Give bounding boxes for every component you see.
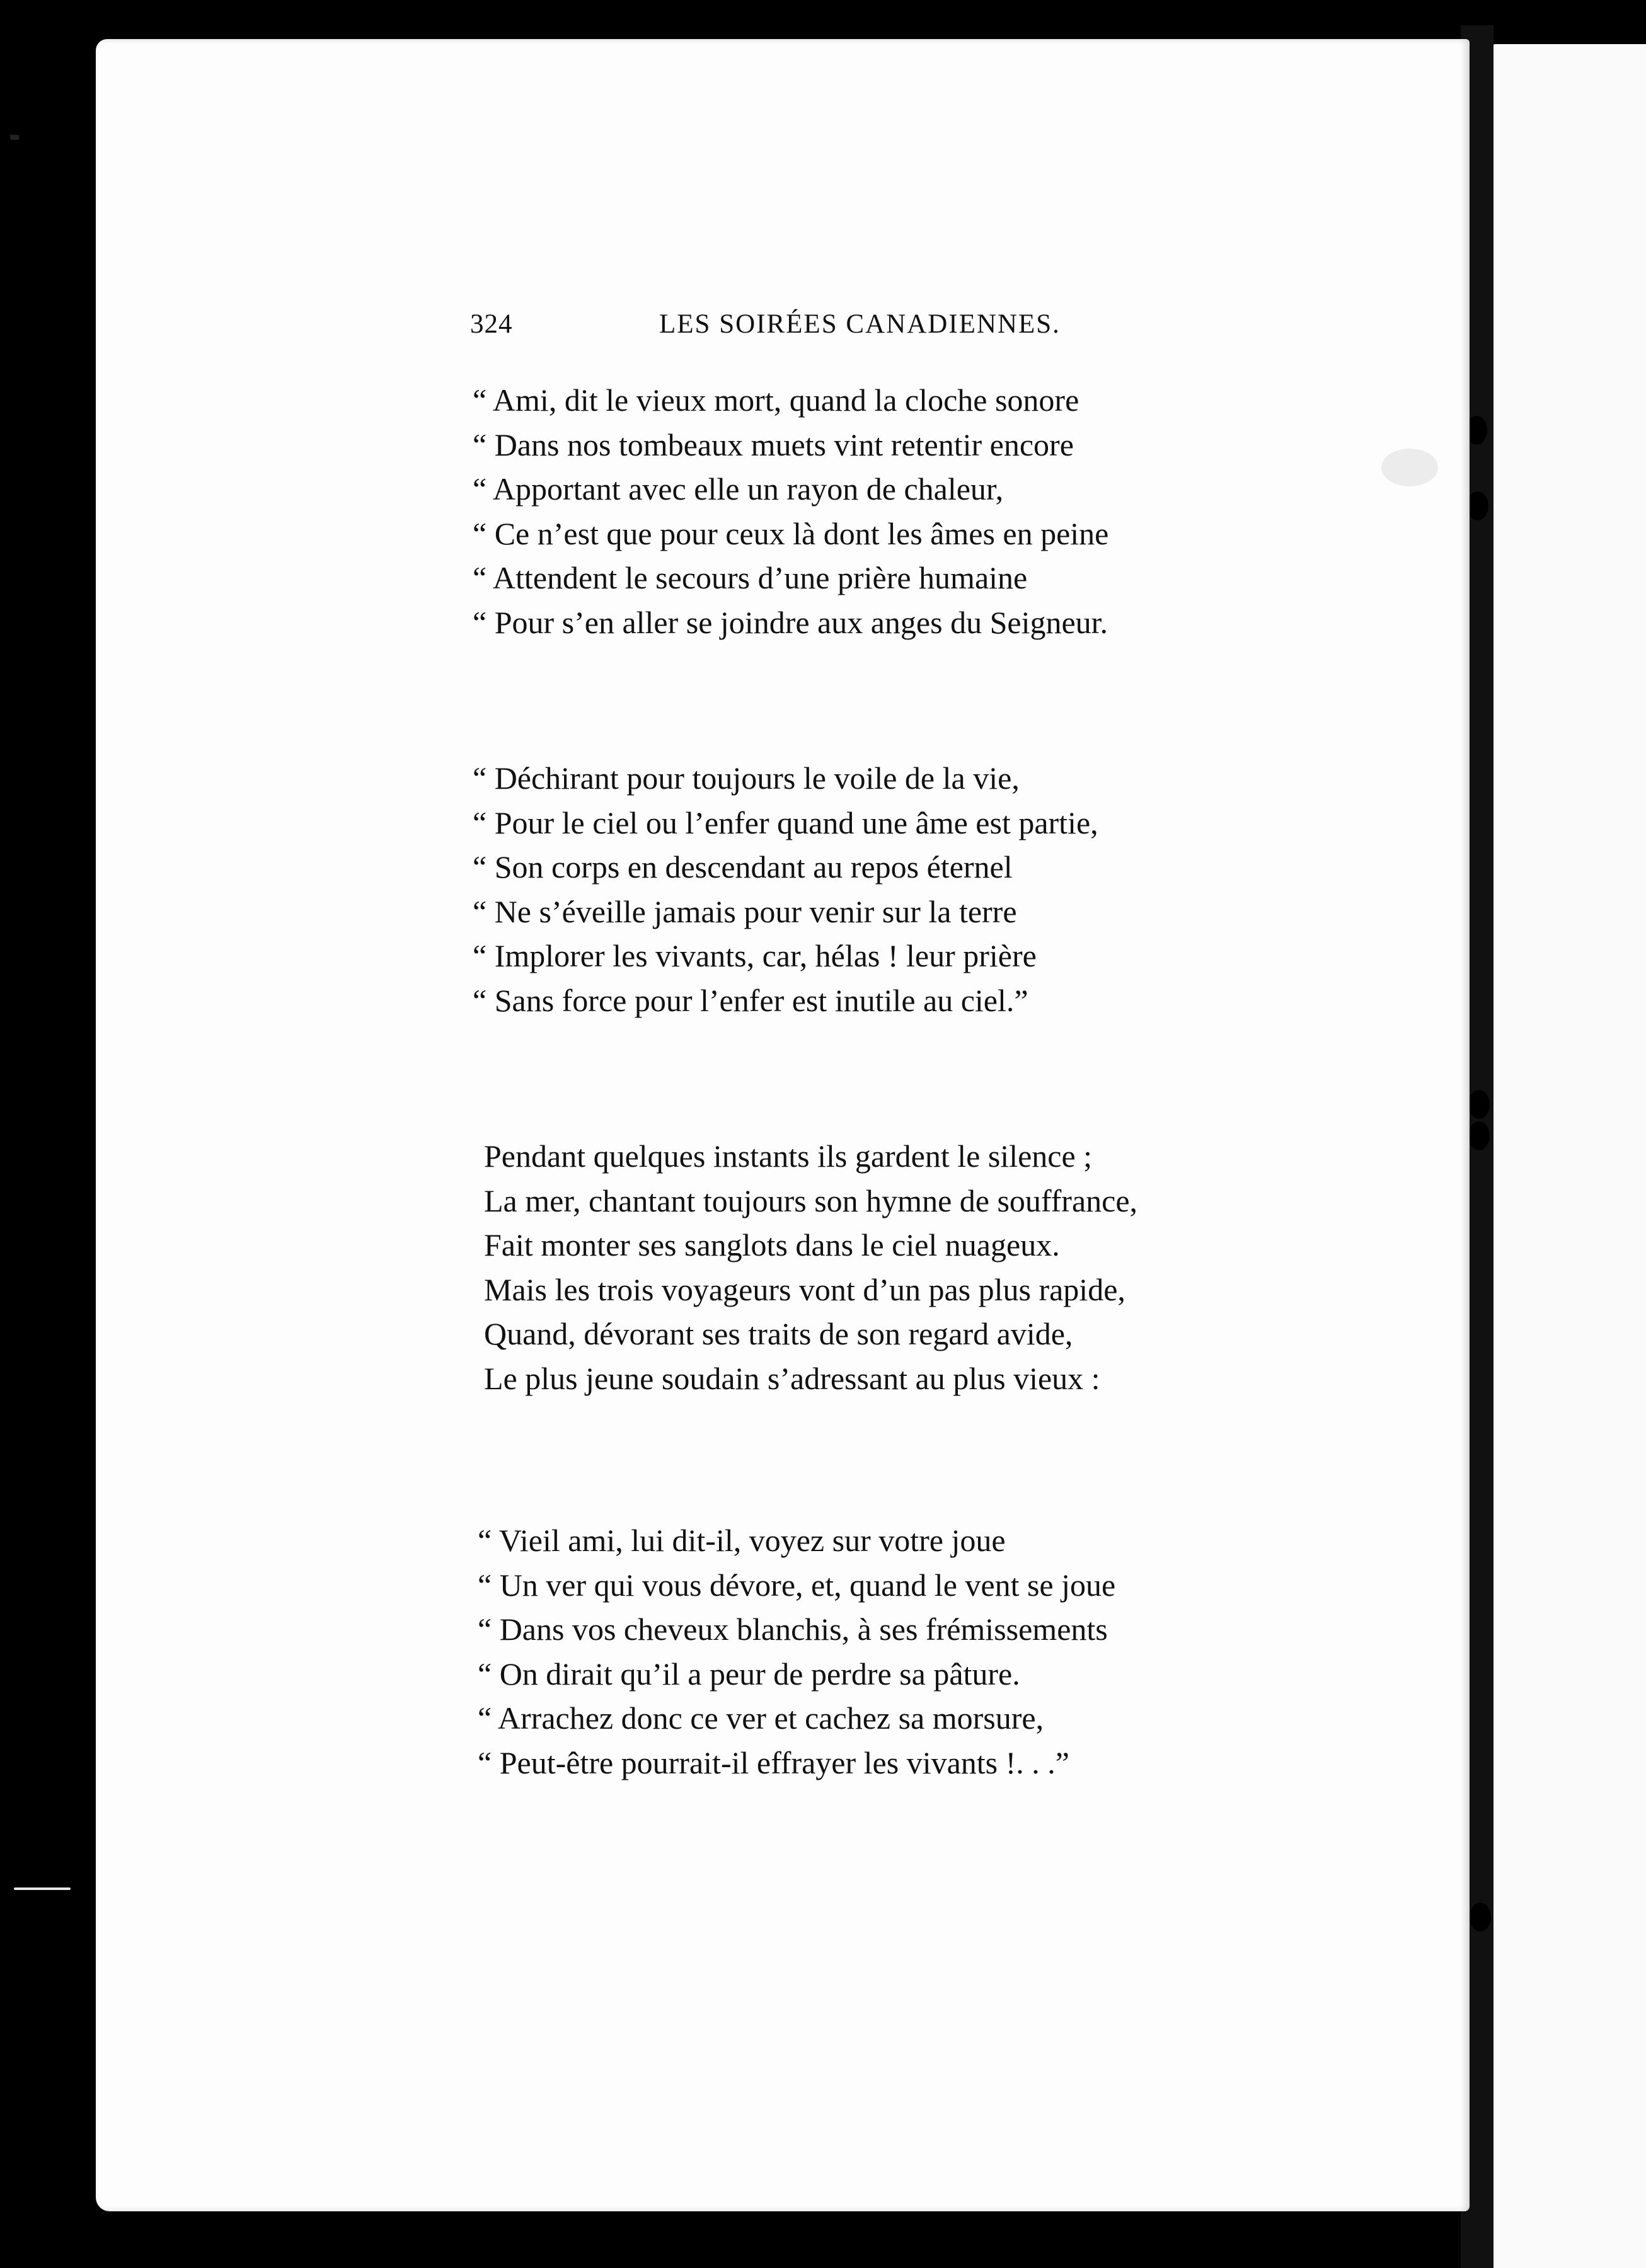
stanza-4 [478,1518,1272,1785]
stanza-1 [473,378,1267,644]
verse-line: “ Sans force pour l’enfer est inutile au ciel.” [473,982,1028,1018]
verse-line: “ Ami, dit le vieux mort, quand la cloche sonore [473,382,1079,418]
verse-line: “ Ce n’est que pour ceux là dont les âmes en peine [473,515,1109,551]
verse-line: “ Déchirant pour toujours le voile de la vie, [473,760,1020,796]
gutter-mark [1468,1121,1490,1150]
paper-blemish [1381,449,1438,486]
gutter-mark [1470,1903,1491,1932]
verse-line: “ Pour le ciel ou l’enfer quand une âme est partie, [473,805,1098,840]
verse-line: “ Pour s’en aller se joindre aux anges du Seigneur. [473,604,1108,640]
scan-speck [14,1887,71,1890]
verse-line: “ Ne s’éveille jamais pour venir sur la terre [473,893,1017,929]
running-head [470,309,1088,353]
book-page [96,39,1470,2211]
stanza-3 [484,1134,1278,1400]
verse-line: “ On dirait qu’il a peur de perdre sa pâture. [478,1656,1020,1692]
stanza-2 [473,756,1267,1022]
gutter-mark [1467,491,1488,520]
scan-speck [10,135,19,140]
verse-line: Quand, dévorant ses traits de son regard avide, [484,1316,1073,1351]
verse-line: “ Arrachez donc ce ver et cachez sa morsure, [478,1700,1044,1736]
verse-line: La mer, chantant toujours son hymne de souffrance, [484,1183,1138,1218]
verse-line: “ Vieil ami, lui dit-il, voyez sur votre joue [478,1523,1006,1558]
facing-page-edge [1487,44,1646,2268]
verse-line: “ Peut-être pourrait-il effrayer les vivants !. . .” [478,1744,1069,1780]
verse-line: “ Attendent le secours d’une prière humaine [473,560,1028,595]
verse-line: Le plus jeune soudain s’adressant au plus vieux : [484,1360,1100,1396]
verse-line: “ Son corps en descendant au repos éternel [473,849,1013,885]
gutter-mark [1468,1090,1490,1119]
running-title: LES SOIRÉES CANADIENNES. [659,309,1061,339]
verse-line: “ Dans vos cheveux blanchis, à ses frémissements [478,1612,1108,1647]
verse-line: “ Apportant avec elle un rayon de chaleur, [473,471,1004,507]
verse-line: Mais les trois voyageurs vont d’un pas plus rapide, [484,1271,1125,1307]
verse-line: “ Un ver qui vous dévore, et, quand le vent se joue [478,1567,1116,1603]
verse-line: Pendant quelques instants ils gardent le silence ; [484,1138,1093,1174]
verse-line: “ Dans nos tombeaux muets vint retentir encore [473,427,1074,462]
verse-line: “ Implorer les vivants, car, hélas ! leur prière [473,938,1037,973]
page-number: 324 [470,309,513,339]
verse-line: Fait monter ses sanglots dans le ciel nuageux. [484,1227,1060,1263]
